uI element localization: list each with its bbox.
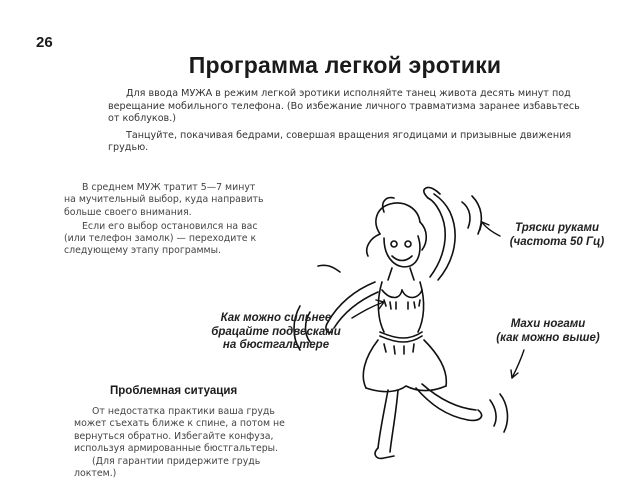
callout-line: Махи ногами — [510, 318, 586, 330]
callout-line: (частота 50 Гц) — [509, 235, 605, 248]
callout-line: Как можно сильнее — [220, 312, 332, 324]
page-title: Программа легкой эротики — [188, 52, 502, 78]
problem-paragraph: От недостатка практики ваша грудь может съехать ближе к спине, а потом не вернуться обратно. Избегайте конфуза, используя армированные бюстгальтеры. — [74, 406, 285, 454]
problem-text — [74, 406, 294, 481]
page-number: 26 — [36, 34, 53, 51]
callout-line: (как можно выше) — [496, 331, 600, 344]
intro-paragraph: Танцуйте, покачивая бедрами, совершая вращения ягодицами и призывные движения грудью. — [108, 129, 572, 153]
callout-bra — [196, 312, 356, 353]
problem-paragraph: (Для гарантии придержите грудь локтем.) — [74, 456, 261, 480]
intro-paragraph: Для ввода МУЖА в режим легкой эротики исполняйте танец живота десять минут под верещание мобильного телефона. (Во избежание личного травматизма заранее избавьтесь от коблуков.) — [108, 88, 580, 124]
callout-arms — [502, 222, 612, 249]
sidenote — [64, 182, 264, 258]
callout-line: Тряски руками — [515, 222, 599, 234]
problem-heading: Проблемная ситуация — [110, 385, 238, 397]
callout-legs — [488, 318, 608, 345]
intro-text — [108, 88, 588, 155]
sidenote-paragraph: Если его выбор остановился на вас (или телефон замолк) — переходите к следующему этапу программы. — [64, 220, 258, 257]
sidenote-paragraph: В среднем МУЖ тратит 5—7 минут на мучительный выбор, куда направить больше своего внимания. — [64, 182, 264, 218]
callout-line: на бюстгальтере — [222, 339, 330, 351]
callout-line: брацайте подвесками — [211, 325, 341, 338]
